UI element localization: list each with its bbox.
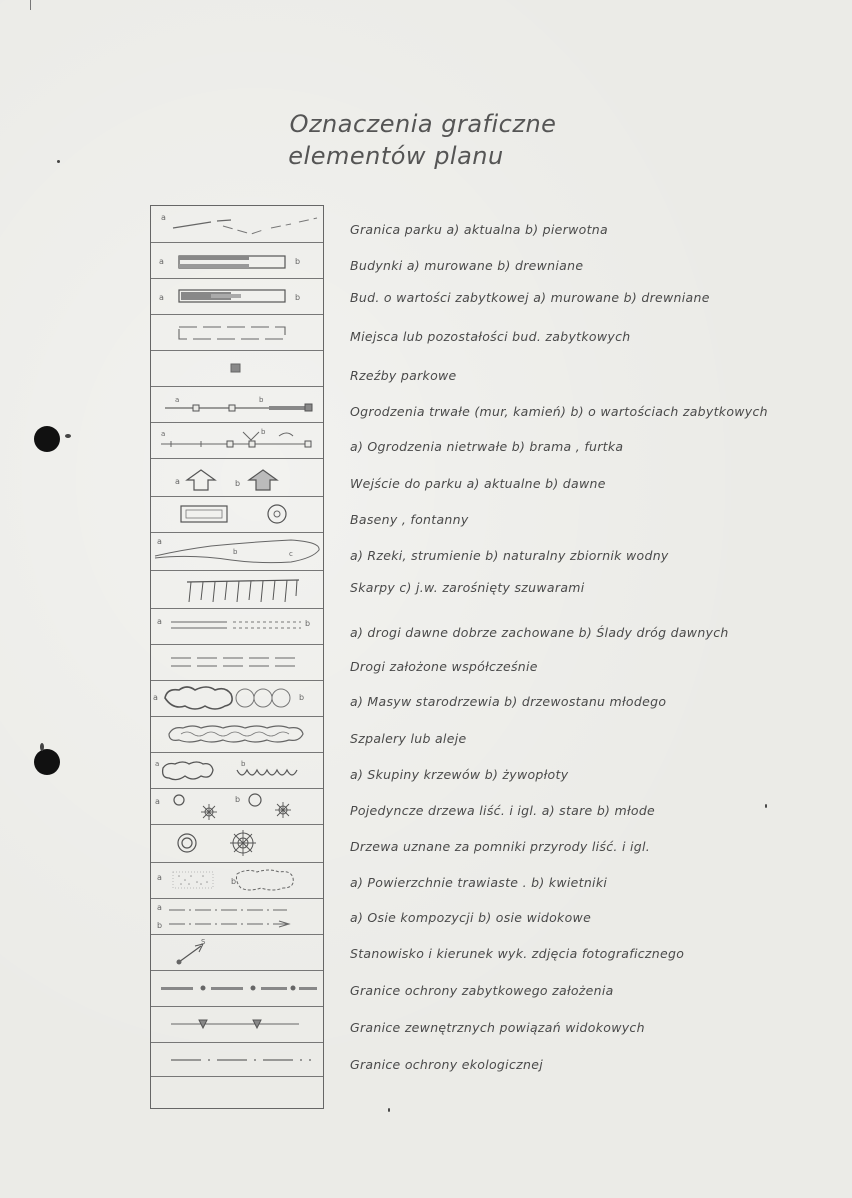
building-remains-symbol (151, 314, 323, 350)
legend-text-old-roads: a) drogi dawne dobrze zachowane b) Ślady dróg dawnych (350, 625, 729, 640)
page-title-line1: Oznaczenia graficzne (289, 110, 557, 138)
alley-symbol (151, 716, 323, 752)
label-b: b (235, 795, 241, 804)
legend-symbol-cell (151, 862, 323, 899)
park-entrance-symbol (151, 458, 323, 496)
legend-symbol-cell (151, 716, 323, 753)
legend-empty-cell (151, 1076, 323, 1108)
legend-symbol-cell (151, 788, 323, 825)
legend-text-temporary-fences: a) Ogrodzenia nietrwałe b) brama , furtka (350, 439, 624, 454)
legend-symbol-cell (151, 314, 323, 351)
ink-speck (765, 804, 767, 808)
label-a: a (161, 213, 166, 222)
legend-text-pools: Baseny , fontanny (350, 512, 469, 527)
label-a: a (159, 293, 164, 302)
legend-text-eco-boundary: Granice ochrony ekologicznej (350, 1057, 543, 1072)
legend-symbol-cell (151, 242, 323, 279)
fence-permanent-symbol (151, 386, 323, 422)
lawn-symbol (151, 862, 323, 898)
label-a: a (157, 873, 162, 882)
legend-text-buildings: Budynki a) murowane b) drewniane (350, 258, 584, 273)
park-boundary-symbol (151, 206, 323, 242)
fence-temporary-symbol (151, 422, 323, 458)
view-link-symbol (151, 1006, 323, 1042)
legend-symbol-cell (151, 350, 323, 387)
legend-text-view-links: Granice zewnętrznych powiązań widokowych (350, 1020, 645, 1035)
eco-boundary-symbol (151, 1042, 323, 1076)
label-a: a (155, 797, 160, 806)
monument-trees-symbol (151, 824, 323, 862)
label-a: a (159, 257, 164, 266)
label-b: b (233, 548, 238, 556)
legend-text-escarpments: Skarpy c) j.w. zarośnięty szuwarami (350, 580, 585, 595)
label-b: b (295, 257, 301, 266)
legend-symbol-table (150, 205, 324, 1109)
roads-old-symbol (151, 608, 323, 644)
legend-text-new-roads: Drogi założone współcześnie (350, 659, 538, 674)
legend-text-permanent-fences: Ogrodzenia trwałe (mur, kamień) b) o wartościach zabytkowych (350, 404, 768, 419)
label-a: a (155, 760, 160, 768)
label-c: c (289, 550, 293, 558)
legend-text-protection-boundary: Granice ochrony zabytkowego założenia (350, 983, 614, 998)
label-b: b (299, 693, 305, 702)
sculpture-symbol (151, 350, 323, 386)
label-a: a (157, 537, 162, 546)
pool-fountain-symbol (151, 496, 323, 532)
legend-text-axes: a) Osie kompozycji b) osie widokowe (350, 910, 592, 925)
legend-symbol-cell (151, 898, 323, 935)
punch-hole-bottom (34, 749, 60, 775)
roads-new-symbol (151, 644, 323, 680)
legend-text-alleys: Szpalery lub aleje (350, 731, 467, 746)
legend-text-monument-trees: Drzewa uznane za pomniki przyrody liść. i igl. (350, 839, 651, 854)
legend-symbol-cell (151, 970, 323, 1007)
legend-symbol-cell (151, 1042, 323, 1077)
label-a: a (153, 693, 158, 702)
legend-text-entrances: Wejście do parku a) aktualne b) dawne (350, 476, 606, 491)
page-title-line2: elementów planu (288, 142, 504, 170)
label-a: a (161, 430, 166, 438)
label-a: a (157, 617, 162, 626)
legend-symbol-cell (151, 386, 323, 423)
legend-symbol-cell (151, 206, 323, 243)
label-b: b (295, 293, 301, 302)
label-a: a (157, 903, 162, 912)
protection-boundary-symbol (151, 970, 323, 1006)
legend-symbol-cell (151, 422, 323, 459)
legend-symbol-cell (151, 532, 323, 571)
legend-symbol-cell (151, 644, 323, 681)
legend-text-rivers: a) Rzeki, strumienie b) naturalny zbiornik wodny (350, 548, 669, 563)
legend-symbol-cell (151, 570, 323, 609)
legend-symbol-cell (151, 824, 323, 863)
legend-text-photo-station: Stanowisko i kierunek wyk. zdjęcia fotograficznego (350, 946, 685, 961)
label-b: b (231, 877, 237, 886)
legend-symbol-cell (151, 1006, 323, 1043)
ink-speck (57, 160, 60, 163)
legend-text-single-trees: Pojedyncze drzewa liść. i igl. a) stare b) młode (350, 803, 656, 818)
label-a: a (175, 477, 180, 486)
escarpment-symbol (151, 570, 323, 608)
label-a: a (175, 396, 180, 404)
shrubs-symbol (151, 752, 323, 788)
river-symbol (151, 532, 323, 570)
legend-symbol-cell (151, 458, 323, 497)
legend-symbol-cell (151, 934, 323, 971)
building-symbol (151, 242, 323, 278)
legend-text-lawns: a) Powierzchnie trawiaste . b) kwietniki (350, 875, 608, 890)
legend-symbol-cell (151, 752, 323, 789)
label-b: b (305, 619, 311, 628)
punch-hole-top (34, 426, 60, 452)
label-b: b (261, 428, 266, 436)
ink-speck (65, 434, 71, 438)
legend-symbol-cell (151, 278, 323, 315)
label-b: b (241, 760, 246, 768)
legend-text-sculptures: Rzeźby parkowe (350, 368, 457, 383)
legend-text-park-boundary: Granica parku a) aktualna b) pierwotna (350, 222, 608, 237)
svg-text:S: S (201, 938, 206, 946)
legend-text-shrubs: a) Skupiny krzewów b) żywopłoty (350, 767, 569, 782)
legend-text-building-remains: Miejsca lub pozostałości bud. zabytkowych (350, 329, 631, 344)
edge-mark (30, 0, 31, 10)
legend-symbol-cell (151, 680, 323, 717)
historic-building-symbol (151, 278, 323, 314)
axis-symbol (151, 898, 323, 934)
ink-speck (40, 743, 44, 751)
photo-station-symbol (151, 934, 323, 970)
label-b: b (157, 921, 163, 930)
legend-symbol-cell (151, 608, 323, 645)
tree-mass-symbol (151, 680, 323, 716)
legend-text-tree-mass: a) Masyw starodrzewia b) drzewostanu młodego (350, 694, 667, 709)
legend-text-historic-buildings: Bud. o wartości zabytkowej a) murowane b) drewniane (350, 290, 710, 305)
label-b: b (259, 396, 264, 404)
single-trees-symbol (151, 788, 323, 824)
label-b: b (235, 479, 241, 488)
legend-symbol-cell (151, 496, 323, 533)
ink-speck (388, 1108, 390, 1112)
